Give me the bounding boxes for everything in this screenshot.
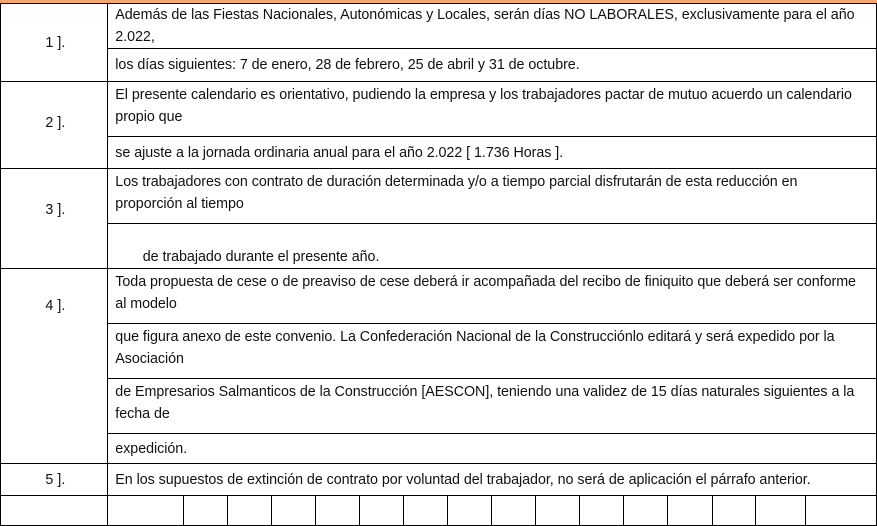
table-row xyxy=(1,169,877,224)
item-text-cell xyxy=(108,82,877,137)
item-text-cell xyxy=(108,379,877,434)
item-number-cell xyxy=(1,4,108,82)
empty-cell xyxy=(667,496,712,526)
empty-cell xyxy=(624,496,668,526)
empty-cell xyxy=(184,496,228,526)
item-text-line: El presente calendario es orientativo, pudiendo la empresa y los trabajadores pactar de mutuo acuerdo un calendario propio que xyxy=(115,87,852,125)
empty-cell xyxy=(580,496,624,526)
item-text-line: Toda propuesta de cese o de preaviso de cese deberá ir acompañada del recibo de finiquito que deberá ser conforme al modelo xyxy=(115,274,856,312)
item-text-line: En los supuestos de extinción de contrato por voluntad del trabajador, no será de aplicación el párrafo anterior. xyxy=(115,471,811,488)
item-text-cell xyxy=(108,49,877,82)
item-text-line: Los trabajadores con contrato de duración determinada y/o a tiempo parcial disfrutarán de esta reducción en proporción al tiempo xyxy=(115,174,798,212)
item-text-line: Además de las Fiestas Nacionales, Autonómicas y Locales, serán días NO LABORALES, exclusivamente para el año 2.022, xyxy=(115,7,855,45)
item-number-cell xyxy=(1,464,108,496)
empty-cell xyxy=(448,496,492,526)
item-text-cell xyxy=(108,434,877,464)
table-row xyxy=(1,464,877,496)
item-text-cell xyxy=(108,224,877,269)
empty-cell xyxy=(756,496,805,526)
empty-cell xyxy=(403,496,448,526)
empty-cell xyxy=(360,496,404,526)
item-text-line: que figura anexo de este convenio. La Confederación Nacional de la Construcciónlo editará y será expedido por la Asociación xyxy=(115,329,835,367)
table-row xyxy=(1,324,877,379)
empty-cell xyxy=(108,496,184,526)
table-row xyxy=(1,434,877,464)
table-row xyxy=(1,224,877,269)
table-row xyxy=(1,379,877,434)
item-number: 5 ]. xyxy=(45,471,66,488)
item-text-cell xyxy=(108,4,877,49)
empty-cell xyxy=(805,496,876,526)
table-row xyxy=(1,137,877,169)
empty-cell xyxy=(316,496,360,526)
empty-cell xyxy=(227,496,271,526)
item-number: 4 ]. xyxy=(45,298,66,314)
table-row xyxy=(1,82,877,137)
item-text-line: de trabajado durante el presente año. xyxy=(138,249,380,265)
item-text-line: se ajuste a la jornada ordinaria anual para el año 2.022 [ 1.736 Horas ]. xyxy=(115,144,564,161)
item-number-cell xyxy=(1,169,108,269)
item-text-line: expedición. xyxy=(115,440,188,457)
table-row xyxy=(1,49,877,82)
item-number: 3 ]. xyxy=(45,202,66,218)
empty-cell xyxy=(712,496,756,526)
item-number-cell xyxy=(1,82,108,169)
notes-table xyxy=(0,3,877,526)
table-row xyxy=(1,269,877,324)
item-text-cell xyxy=(108,464,877,496)
item-number-cell xyxy=(1,269,108,464)
empty-cell xyxy=(271,496,316,526)
item-number: 1 ]. xyxy=(45,34,66,51)
table-row xyxy=(1,4,877,49)
empty-cell xyxy=(535,496,580,526)
item-text-line: de Empresarios Salmanticos de la Construcción [AESCON], teniendo una validez de 15 días naturales siguientes a la fecha de xyxy=(115,384,855,422)
empty-grid-row xyxy=(1,496,877,526)
item-text-cell xyxy=(108,137,877,169)
empty-cell xyxy=(1,496,108,526)
item-text-line: los días siguientes: 7 de enero, 28 de febrero, 25 de abril y 31 de octubre. xyxy=(115,57,580,73)
item-text-cell xyxy=(108,324,877,379)
item-text-cell xyxy=(108,269,877,324)
item-number: 2 ]. xyxy=(45,115,66,131)
item-text-cell xyxy=(108,169,877,224)
empty-cell xyxy=(492,496,536,526)
